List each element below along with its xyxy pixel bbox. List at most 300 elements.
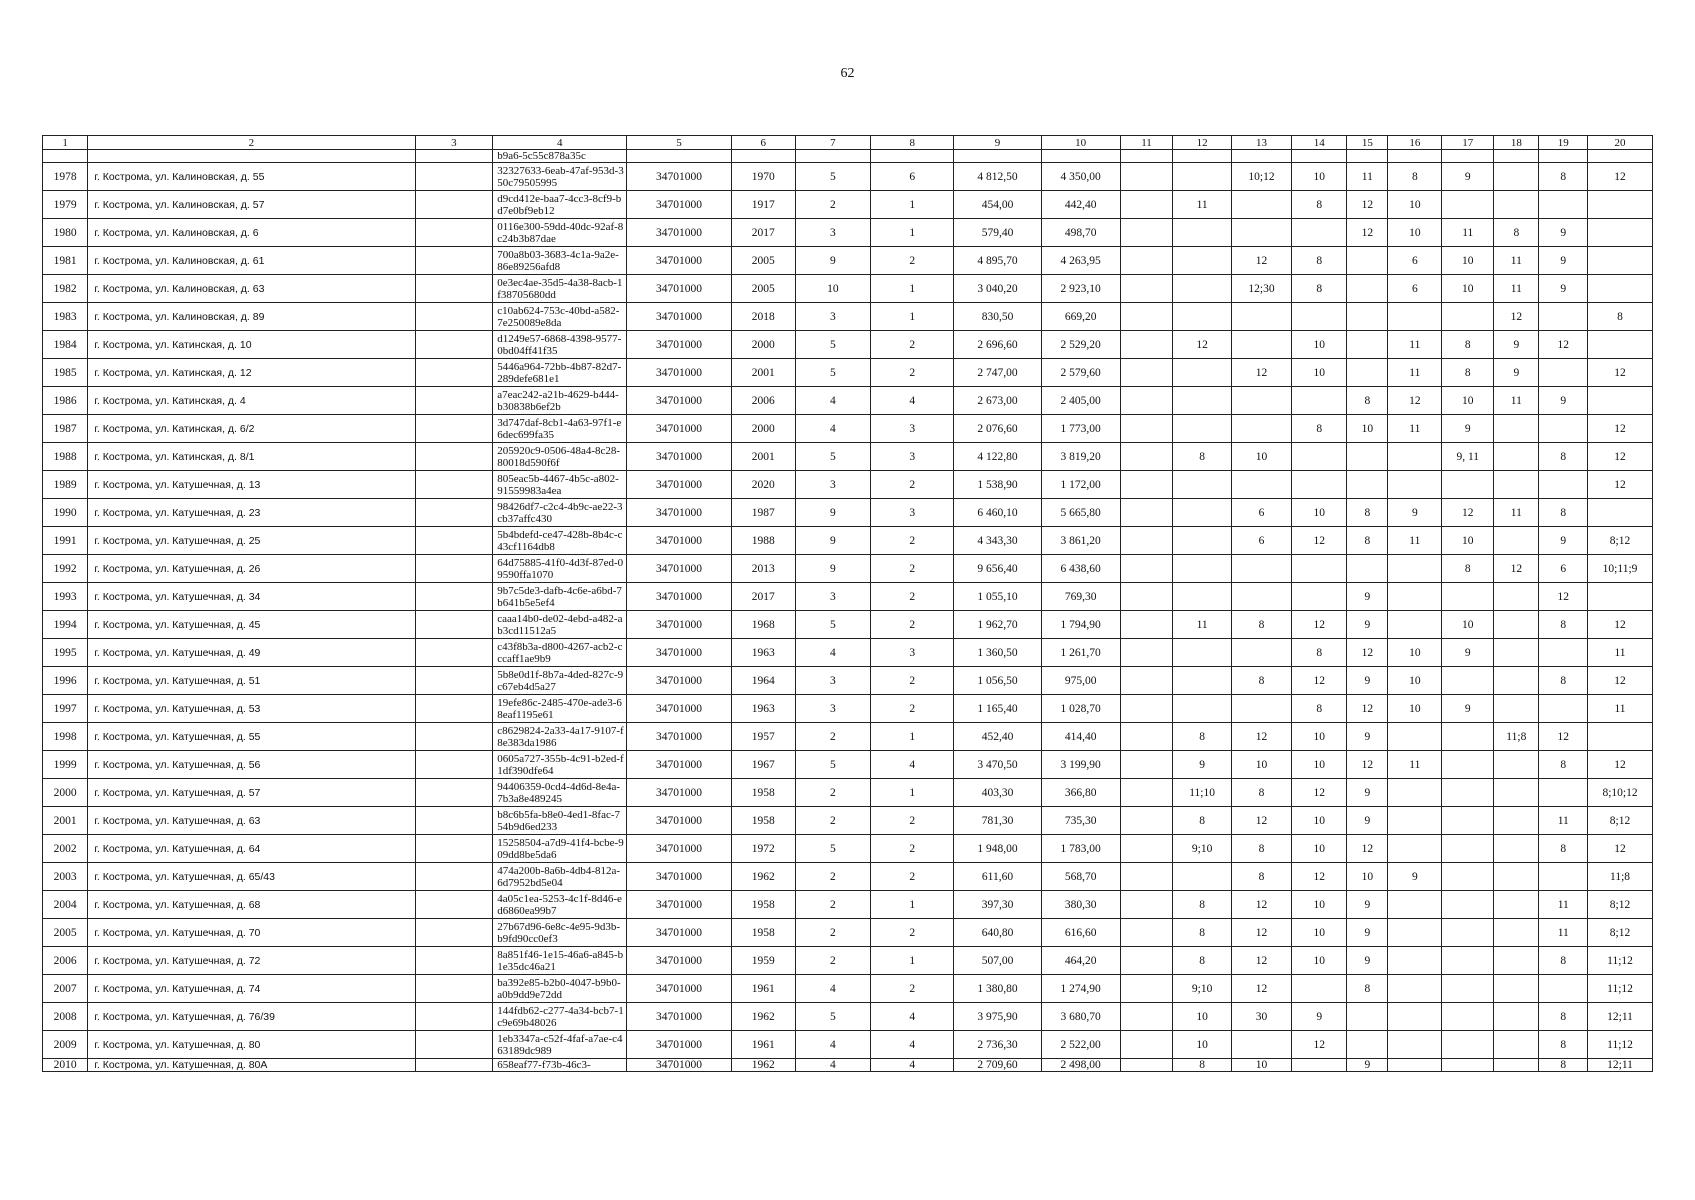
cell-guid: 658eaf77-f73b-46c3- xyxy=(493,1059,627,1072)
cell-floors: 4 xyxy=(795,1031,871,1059)
cell-col-15 xyxy=(1347,331,1388,359)
cell-col-15: 9 xyxy=(1347,947,1388,975)
cell-col-15 xyxy=(1347,1003,1388,1031)
cell-col-13: 8 xyxy=(1231,835,1291,863)
cell-year-built: 2005 xyxy=(731,275,795,303)
cell-living-area: 568,70 xyxy=(1041,863,1120,891)
cell-col-3 xyxy=(415,947,493,975)
cell-col-17 xyxy=(1442,751,1494,779)
cell-col-3 xyxy=(415,1031,493,1059)
cell-row-number: 2001 xyxy=(43,807,88,835)
header-cell-col-20: 20 xyxy=(1588,136,1653,150)
table-row xyxy=(43,863,1653,891)
cell-col-18 xyxy=(1494,443,1539,471)
cell-living-area: 1 172,00 xyxy=(1041,471,1120,499)
table-row xyxy=(43,247,1653,275)
cell-oktmo: 34701000 xyxy=(627,555,732,583)
cell-year-built: 2020 xyxy=(731,471,795,499)
cell-col-15: 8 xyxy=(1347,387,1388,415)
cell-living-area: 3 861,20 xyxy=(1041,527,1120,555)
cell-col-12 xyxy=(1173,219,1231,247)
cell-guid: 700a8b03-3683-4c1a-9a2e-86e89256afd8 xyxy=(493,247,627,275)
cell-floors: 2 xyxy=(795,723,871,751)
cell-floors: 4 xyxy=(795,415,871,443)
cell-oktmo: 34701000 xyxy=(627,583,732,611)
cell-row-number: 1978 xyxy=(43,163,88,191)
cell-col-20: 8;12 xyxy=(1588,891,1653,919)
cell-col-11 xyxy=(1120,695,1173,723)
cell-col-16: 9 xyxy=(1388,499,1442,527)
cell-year-built: 1963 xyxy=(731,695,795,723)
cell-col-16 xyxy=(1388,555,1442,583)
cell-col-17 xyxy=(1442,863,1494,891)
cell-col-17 xyxy=(1442,947,1494,975)
cell-guid: 9b7c5de3-dafb-4c6e-a6bd-7b641b5e5ef4 xyxy=(493,583,627,611)
cell-total-area: 454,00 xyxy=(954,191,1041,219)
cell-col-18 xyxy=(1494,779,1539,807)
cell-address: г. Кострома, ул. Катушечная, д. 80А xyxy=(88,1059,415,1072)
cell-col-16: 8 xyxy=(1388,163,1442,191)
cell-living-area: 1 274,90 xyxy=(1041,975,1120,1003)
cell-col-18 xyxy=(1494,611,1539,639)
cell-col-19: 8 xyxy=(1539,611,1588,639)
cell-col-3 xyxy=(415,359,493,387)
cell-col-13: 12 xyxy=(1231,247,1291,275)
cell-oktmo: 34701000 xyxy=(627,807,732,835)
cell-col-16: 9 xyxy=(1388,863,1442,891)
cell-col-19 xyxy=(1539,150,1588,163)
cell-col-17 xyxy=(1442,1003,1494,1031)
cell-col-15: 9 xyxy=(1347,723,1388,751)
cell-col-19: 9 xyxy=(1539,219,1588,247)
cell-col-18: 11 xyxy=(1494,499,1539,527)
cell-col-19: 6 xyxy=(1539,555,1588,583)
cell-entrances: 2 xyxy=(871,835,954,863)
cell-entrances: 1 xyxy=(871,947,954,975)
cell-year-built: 1963 xyxy=(731,639,795,667)
cell-col-16 xyxy=(1388,807,1442,835)
cell-col-20 xyxy=(1588,219,1653,247)
cell-oktmo: 34701000 xyxy=(627,471,732,499)
cell-col-15: 10 xyxy=(1347,415,1388,443)
cell-col-20: 10;11;9 xyxy=(1588,555,1653,583)
cell-row-number: 1998 xyxy=(43,723,88,751)
cell-oktmo: 34701000 xyxy=(627,975,732,1003)
cell-year-built: 1988 xyxy=(731,527,795,555)
cell-col-13: 12 xyxy=(1231,891,1291,919)
cell-col-19 xyxy=(1539,191,1588,219)
cell-col-13 xyxy=(1231,1031,1291,1059)
cell-floors: 3 xyxy=(795,219,871,247)
cell-col-19: 8 xyxy=(1539,499,1588,527)
cell-living-area: 3 680,70 xyxy=(1041,1003,1120,1031)
cell-col-19: 9 xyxy=(1539,247,1588,275)
cell-entrances: 2 xyxy=(871,863,954,891)
continued-row-fragment xyxy=(43,150,1653,163)
cell-col-3 xyxy=(415,555,493,583)
cell-col-15: 9 xyxy=(1347,779,1388,807)
table-row xyxy=(43,835,1653,863)
cell-col-14: 8 xyxy=(1292,639,1347,667)
cell-col-15 xyxy=(1347,471,1388,499)
cell-col-14: 12 xyxy=(1292,779,1347,807)
cell-year-built: 1958 xyxy=(731,891,795,919)
cell-col-20: 12 xyxy=(1588,359,1653,387)
cell-entrances: 2 xyxy=(871,919,954,947)
cell-col-20: 8;12 xyxy=(1588,807,1653,835)
cell-col-19 xyxy=(1539,863,1588,891)
cell-guid: c43f8b3a-d800-4267-acb2-cccaff1ae9b9 xyxy=(493,639,627,667)
cell-guid: 5b4bdefd-ce47-428b-8b4c-c43cf1164db8 xyxy=(493,527,627,555)
cell-entrances: 2 xyxy=(871,583,954,611)
cell-total-area: 397,30 xyxy=(954,891,1041,919)
cell-guid: 64d75885-41f0-4d3f-87ed-09590ffa1070 xyxy=(493,555,627,583)
cell-col-3 xyxy=(415,723,493,751)
cell-year-built: 1958 xyxy=(731,807,795,835)
cell-year-built: 1958 xyxy=(731,919,795,947)
cell-row-number: 2004 xyxy=(43,891,88,919)
cell-guid: d9cd412e-baa7-4cc3-8cf9-bd7e0bf9eb12 xyxy=(493,191,627,219)
cell-col-20: 11;12 xyxy=(1588,947,1653,975)
cell-floors: 2 xyxy=(795,191,871,219)
cell-col-12 xyxy=(1173,499,1231,527)
cell-col-3 xyxy=(415,611,493,639)
header-cell-guid: 4 xyxy=(493,136,627,150)
cell-living-area: 4 263,95 xyxy=(1041,247,1120,275)
cell-col-17: 8 xyxy=(1442,359,1494,387)
cell-entrances: 3 xyxy=(871,499,954,527)
cell-col-19: 8 xyxy=(1539,751,1588,779)
cell-col-18 xyxy=(1494,751,1539,779)
cell-oktmo: 34701000 xyxy=(627,443,732,471)
cell-living-area xyxy=(1041,150,1120,163)
cell-row-number: 2005 xyxy=(43,919,88,947)
cell-col-17: 8 xyxy=(1442,555,1494,583)
cell-address: г. Кострома, ул. Катинская, д. 6/2 xyxy=(88,415,415,443)
cell-col-13 xyxy=(1231,415,1291,443)
cell-col-15 xyxy=(1347,303,1388,331)
cell-col-16: 6 xyxy=(1388,275,1442,303)
cell-col-18: 9 xyxy=(1494,331,1539,359)
cell-col-14: 10 xyxy=(1292,499,1347,527)
cell-year-built: 1917 xyxy=(731,191,795,219)
cell-col-14: 10 xyxy=(1292,723,1347,751)
cell-guid: 205920c9-0506-48a4-8c28-80018d590f6f xyxy=(493,443,627,471)
table-row xyxy=(43,527,1653,555)
cell-col-19 xyxy=(1539,695,1588,723)
cell-year-built: 2017 xyxy=(731,583,795,611)
cell-oktmo: 34701000 xyxy=(627,611,732,639)
cell-address: г. Кострома, ул. Катушечная, д. 76/39 xyxy=(88,1003,415,1031)
cell-entrances: 4 xyxy=(871,1031,954,1059)
cell-col-14 xyxy=(1292,443,1347,471)
cell-oktmo: 34701000 xyxy=(627,415,732,443)
cell-total-area: 1 055,10 xyxy=(954,583,1041,611)
cell-col-14: 10 xyxy=(1292,919,1347,947)
cell-col-16: 11 xyxy=(1388,331,1442,359)
cell-row-number: 2003 xyxy=(43,863,88,891)
table-row xyxy=(43,191,1653,219)
cell-row-number xyxy=(43,150,88,163)
cell-col-12 xyxy=(1173,555,1231,583)
table-row xyxy=(43,611,1653,639)
cell-col-20: 12;11 xyxy=(1588,1059,1653,1072)
cell-oktmo: 34701000 xyxy=(627,1031,732,1059)
cell-address: г. Кострома, ул. Катушечная, д. 23 xyxy=(88,499,415,527)
cell-col-13 xyxy=(1231,219,1291,247)
cell-floors: 5 xyxy=(795,163,871,191)
cell-total-area: 1 538,90 xyxy=(954,471,1041,499)
cell-col-19 xyxy=(1539,975,1588,1003)
cell-col-20: 11;12 xyxy=(1588,975,1653,1003)
cell-living-area: 2 529,20 xyxy=(1041,331,1120,359)
cell-col-15: 12 xyxy=(1347,695,1388,723)
cell-guid: b8c6b5fa-b8e0-4ed1-8fac-754b9d6ed233 xyxy=(493,807,627,835)
cell-living-area: 616,60 xyxy=(1041,919,1120,947)
cell-living-area: 2 579,60 xyxy=(1041,359,1120,387)
cell-col-18: 11 xyxy=(1494,247,1539,275)
cell-col-14: 12 xyxy=(1292,527,1347,555)
cell-oktmo: 34701000 xyxy=(627,163,732,191)
cell-col-11 xyxy=(1120,947,1173,975)
cell-col-17: 8 xyxy=(1442,331,1494,359)
cell-col-12: 8 xyxy=(1173,443,1231,471)
cell-col-16 xyxy=(1388,723,1442,751)
cell-col-20 xyxy=(1588,499,1653,527)
cell-col-11 xyxy=(1120,163,1173,191)
cell-living-area: 975,00 xyxy=(1041,667,1120,695)
cell-oktmo: 34701000 xyxy=(627,527,732,555)
cell-col-11 xyxy=(1120,387,1173,415)
cell-col-17 xyxy=(1442,723,1494,751)
cell-entrances: 6 xyxy=(871,163,954,191)
cell-address: г. Кострома, ул. Катушечная, д. 74 xyxy=(88,975,415,1003)
cell-col-16: 11 xyxy=(1388,359,1442,387)
cell-col-14: 8 xyxy=(1292,415,1347,443)
cell-col-3 xyxy=(415,527,493,555)
cell-address: г. Кострома, ул. Калиновская, д. 55 xyxy=(88,163,415,191)
cell-col-16 xyxy=(1388,150,1442,163)
cell-col-18 xyxy=(1494,863,1539,891)
header-cell-col-16: 16 xyxy=(1388,136,1442,150)
cell-col-11 xyxy=(1120,1031,1173,1059)
cell-col-19: 8 xyxy=(1539,1031,1588,1059)
cell-col-12: 8 xyxy=(1173,891,1231,919)
table-row xyxy=(43,443,1653,471)
cell-entrances: 2 xyxy=(871,247,954,275)
table-row xyxy=(43,415,1653,443)
cell-row-number: 1986 xyxy=(43,387,88,415)
cell-col-16 xyxy=(1388,1003,1442,1031)
cell-col-17 xyxy=(1442,1031,1494,1059)
cell-row-number: 1997 xyxy=(43,695,88,723)
cell-row-number: 2010 xyxy=(43,1059,88,1072)
cell-col-11 xyxy=(1120,919,1173,947)
cell-col-20: 11 xyxy=(1588,639,1653,667)
cell-col-19 xyxy=(1539,359,1588,387)
cell-col-18: 11 xyxy=(1494,275,1539,303)
cell-guid: c10ab624-753c-40bd-a582-7e250089e8da xyxy=(493,303,627,331)
cell-col-19: 12 xyxy=(1539,583,1588,611)
cell-col-19 xyxy=(1539,779,1588,807)
cell-row-number: 1988 xyxy=(43,443,88,471)
cell-year-built: 1961 xyxy=(731,975,795,1003)
cell-floors: 5 xyxy=(795,611,871,639)
cell-entrances: 4 xyxy=(871,1059,954,1072)
cell-col-14: 12 xyxy=(1292,863,1347,891)
cell-address: г. Кострома, ул. Катушечная, д. 25 xyxy=(88,527,415,555)
cell-col-12: 11 xyxy=(1173,191,1231,219)
cell-guid: 4a05c1ea-5253-4c1f-8d46-ed6860ea99b7 xyxy=(493,891,627,919)
cell-col-17 xyxy=(1442,150,1494,163)
cell-row-number: 1995 xyxy=(43,639,88,667)
cell-floors: 5 xyxy=(795,331,871,359)
cell-col-18 xyxy=(1494,471,1539,499)
cell-col-17 xyxy=(1442,891,1494,919)
cell-row-number: 2000 xyxy=(43,779,88,807)
cell-col-19: 11 xyxy=(1539,919,1588,947)
cell-living-area: 1 794,90 xyxy=(1041,611,1120,639)
cell-col-20: 11 xyxy=(1588,695,1653,723)
cell-address: г. Кострома, ул. Катушечная, д. 26 xyxy=(88,555,415,583)
cell-total-area: 4 895,70 xyxy=(954,247,1041,275)
header-cell-col-11: 11 xyxy=(1120,136,1173,150)
cell-entrances: 1 xyxy=(871,275,954,303)
cell-oktmo xyxy=(627,150,732,163)
cell-floors: 2 xyxy=(795,891,871,919)
cell-col-19 xyxy=(1539,415,1588,443)
cell-col-11 xyxy=(1120,331,1173,359)
table-row xyxy=(43,1003,1653,1031)
cell-address: г. Кострома, ул. Катушечная, д. 63 xyxy=(88,807,415,835)
cell-col-3 xyxy=(415,667,493,695)
cell-floors: 3 xyxy=(795,583,871,611)
cell-col-13 xyxy=(1231,695,1291,723)
cell-col-13 xyxy=(1231,583,1291,611)
cell-col-3 xyxy=(415,1003,493,1031)
cell-col-18 xyxy=(1494,191,1539,219)
cell-col-19: 12 xyxy=(1539,723,1588,751)
cell-col-11 xyxy=(1120,891,1173,919)
header-cell-col-14: 14 xyxy=(1292,136,1347,150)
cell-col-3 xyxy=(415,150,493,163)
cell-col-17: 10 xyxy=(1442,247,1494,275)
cell-row-number: 1993 xyxy=(43,583,88,611)
cell-guid: ba392e85-b2b0-4047-b9b0-a0b9dd9e72dd xyxy=(493,975,627,1003)
cell-col-15: 12 xyxy=(1347,191,1388,219)
cell-living-area: 6 438,60 xyxy=(1041,555,1120,583)
cell-entrances: 2 xyxy=(871,695,954,723)
cell-col-20: 12;11 xyxy=(1588,1003,1653,1031)
table-row xyxy=(43,583,1653,611)
cell-col-12 xyxy=(1173,583,1231,611)
cell-oktmo: 34701000 xyxy=(627,387,732,415)
cell-living-area: 769,30 xyxy=(1041,583,1120,611)
cell-col-12 xyxy=(1173,415,1231,443)
cell-floors: 5 xyxy=(795,359,871,387)
cell-col-18 xyxy=(1494,947,1539,975)
cell-col-15 xyxy=(1347,150,1388,163)
cell-address xyxy=(88,150,415,163)
cell-col-19: 9 xyxy=(1539,275,1588,303)
cell-living-area: 2 405,00 xyxy=(1041,387,1120,415)
cell-living-area: 380,30 xyxy=(1041,891,1120,919)
cell-floors: 4 xyxy=(795,387,871,415)
cell-col-11 xyxy=(1120,667,1173,695)
cell-col-13: 12 xyxy=(1231,359,1291,387)
cell-col-17 xyxy=(1442,975,1494,1003)
cell-floors: 3 xyxy=(795,695,871,723)
cell-year-built: 1970 xyxy=(731,163,795,191)
cell-col-3 xyxy=(415,443,493,471)
cell-col-12 xyxy=(1173,527,1231,555)
page-number: 62 xyxy=(840,66,855,81)
cell-col-13: 8 xyxy=(1231,611,1291,639)
cell-col-13 xyxy=(1231,471,1291,499)
table-row xyxy=(43,331,1653,359)
cell-guid: 3d747daf-8cb1-4a63-97f1-e6dec699fa35 xyxy=(493,415,627,443)
cell-col-17: 9 xyxy=(1442,695,1494,723)
cell-total-area: 1 360,50 xyxy=(954,639,1041,667)
cell-col-14 xyxy=(1292,555,1347,583)
cell-guid: 94406359-0cd4-4d6d-8e4a-7b3a8e489245 xyxy=(493,779,627,807)
cell-col-3 xyxy=(415,247,493,275)
cell-col-14 xyxy=(1292,471,1347,499)
cell-col-15 xyxy=(1347,359,1388,387)
cell-col-15 xyxy=(1347,1031,1388,1059)
cell-col-3 xyxy=(415,303,493,331)
cell-col-19: 8 xyxy=(1539,1059,1588,1072)
cell-col-14: 10 xyxy=(1292,331,1347,359)
cell-entrances: 4 xyxy=(871,387,954,415)
cell-guid: 98426df7-c2c4-4b9c-ae22-3cb37affc430 xyxy=(493,499,627,527)
cell-year-built: 1987 xyxy=(731,499,795,527)
cell-guid: 8a851f46-1e15-46a6-a845-b1e35dc46a21 xyxy=(493,947,627,975)
cell-address: г. Кострома, ул. Катушечная, д. 56 xyxy=(88,751,415,779)
cell-col-13 xyxy=(1231,150,1291,163)
cell-col-13: 12 xyxy=(1231,919,1291,947)
cell-col-15: 12 xyxy=(1347,219,1388,247)
cell-col-14 xyxy=(1292,303,1347,331)
table-row xyxy=(43,275,1653,303)
cell-year-built: 1972 xyxy=(731,835,795,863)
cell-col-13: 8 xyxy=(1231,863,1291,891)
cell-col-11 xyxy=(1120,191,1173,219)
cell-floors: 2 xyxy=(795,779,871,807)
cell-col-12: 12 xyxy=(1173,331,1231,359)
cell-col-17 xyxy=(1442,667,1494,695)
cell-col-12 xyxy=(1173,471,1231,499)
cell-col-15: 9 xyxy=(1347,1059,1388,1072)
cell-col-16: 11 xyxy=(1388,527,1442,555)
cell-entrances: 3 xyxy=(871,443,954,471)
cell-guid: c8629824-2a33-4a17-9107-f8e383da1986 xyxy=(493,723,627,751)
table-row xyxy=(43,639,1653,667)
cell-total-area: 1 165,40 xyxy=(954,695,1041,723)
cell-col-11 xyxy=(1120,835,1173,863)
cell-row-number: 1989 xyxy=(43,471,88,499)
cell-col-12 xyxy=(1173,303,1231,331)
table-row xyxy=(43,947,1653,975)
cell-total-area: 2 709,60 xyxy=(954,1059,1041,1072)
cell-oktmo: 34701000 xyxy=(627,219,732,247)
cell-address: г. Кострома, ул. Калиновская, д. 57 xyxy=(88,191,415,219)
cell-col-15: 8 xyxy=(1347,499,1388,527)
cell-col-20 xyxy=(1588,723,1653,751)
cell-total-area: 452,40 xyxy=(954,723,1041,751)
cell-year-built: 2018 xyxy=(731,303,795,331)
cell-floors: 3 xyxy=(795,667,871,695)
